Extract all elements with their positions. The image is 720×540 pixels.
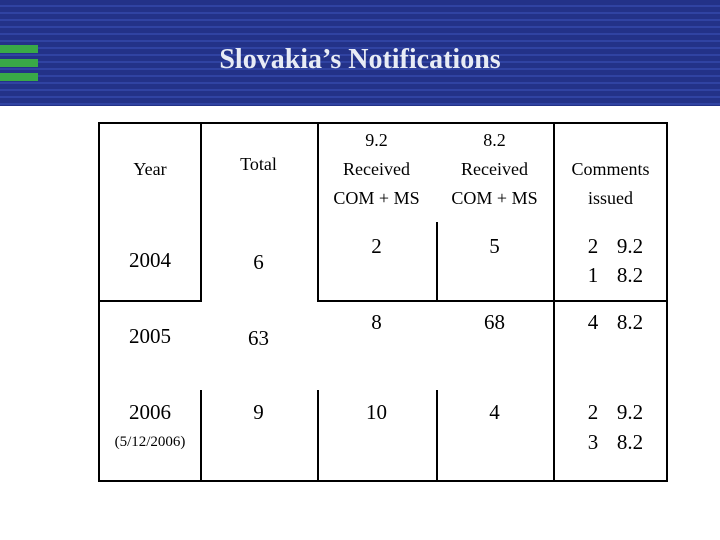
row-received-8-2: 4: [489, 400, 500, 424]
row-received-8-2: 68: [484, 310, 505, 334]
row-year: 2005: [129, 324, 171, 348]
row-received-9-2: 2: [371, 234, 382, 258]
row-received-9-2: 10: [366, 400, 387, 424]
row-total: 63: [248, 326, 269, 350]
grid-line: [317, 300, 668, 302]
comment-count: 2: [587, 234, 599, 258]
slide-title: Slovakia’s Notifications: [219, 44, 501, 75]
header-8-2-source: COM + MS: [451, 188, 538, 208]
comment-count: 2: [587, 400, 599, 424]
comment-article: 8.2: [616, 310, 644, 334]
row-received-8-2: 5: [489, 234, 500, 258]
comment-article: 9.2: [616, 234, 644, 258]
comment-article: 8.2: [616, 263, 644, 287]
header-9-2-received: Received: [343, 159, 410, 179]
header-8-2-article: 8.2: [483, 130, 506, 150]
header-9-2-source: COM + MS: [333, 188, 420, 208]
comment-count: 4: [587, 310, 599, 334]
comment-count: 1: [587, 263, 599, 287]
header-8-2-received: Received: [461, 159, 528, 179]
row-year: 2004: [129, 248, 171, 272]
comment-article: 9.2: [616, 400, 644, 424]
header-banner: [0, 0, 720, 106]
header-total: Total: [240, 154, 277, 174]
comment-count: 3: [587, 430, 599, 454]
row-year-note: (5/12/2006): [114, 434, 186, 450]
row-year: 2006: [129, 400, 171, 424]
header-year: Year: [133, 159, 167, 179]
header-comments: Comments: [571, 159, 650, 179]
row-received-9-2: 8: [371, 310, 382, 334]
notifications-table: [98, 122, 668, 482]
row-total: 9: [253, 400, 264, 424]
header-comments-issued: issued: [588, 188, 633, 208]
comment-article: 8.2: [616, 430, 644, 454]
header-9-2-article: 9.2: [365, 130, 388, 150]
grid-line: [100, 300, 200, 302]
row-total: 6: [253, 250, 264, 274]
